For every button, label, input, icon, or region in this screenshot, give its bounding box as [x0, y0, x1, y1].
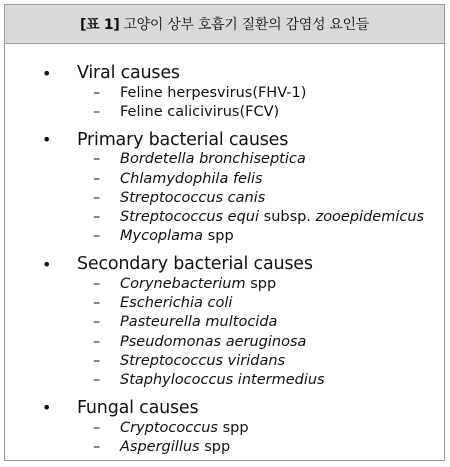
- organism-italic-name: Aspergillus: [120, 438, 200, 455]
- dash-icon: –: [93, 314, 101, 331]
- organism-item: [5, 102, 444, 121]
- organism-name: [120, 353, 285, 369]
- category-item: [5, 63, 444, 83]
- organism-name: [120, 439, 230, 455]
- dash-icon: –: [93, 170, 101, 187]
- organism-italic-name: Escherichia coli: [120, 295, 233, 312]
- bullet-icon: •: [42, 398, 52, 418]
- organism-item: [5, 351, 444, 370]
- organism-italic-name: Pasteurella multocida: [120, 314, 278, 331]
- organism-plain-text: spp: [245, 275, 277, 292]
- bullet-icon: •: [42, 63, 52, 83]
- cause-list: [5, 63, 444, 456]
- organism-item: [5, 207, 444, 226]
- organism-italic-name: Pseudomonas aeruginosa: [120, 333, 307, 350]
- dash-icon: –: [93, 209, 101, 226]
- organism-name: [120, 314, 277, 330]
- bullet-icon: •: [42, 130, 52, 150]
- organism-item: [5, 437, 444, 456]
- organism-italic-name: Streptococcus canis: [120, 189, 266, 206]
- organism-item: [5, 83, 444, 102]
- organism-plain-text: subsp.: [259, 209, 316, 226]
- bullet-icon: •: [42, 254, 52, 274]
- organism-plain-text: spp: [203, 228, 234, 245]
- organism-item: [5, 274, 444, 293]
- organism-name: [120, 171, 263, 187]
- organism-name: [120, 209, 424, 225]
- dash-icon: –: [93, 151, 101, 168]
- category-item: [5, 398, 444, 418]
- organism-name: [120, 228, 234, 244]
- table-caption: [5, 5, 444, 44]
- organism-name: [120, 420, 249, 436]
- organism-item: [5, 313, 444, 332]
- category-label: Primary bacterial causes: [77, 129, 289, 150]
- organism-name: [120, 334, 306, 350]
- category-label: Viral causes: [77, 63, 180, 83]
- organism-italic-name: Chlamydophila felis: [120, 170, 263, 187]
- organism-name: [120, 372, 325, 388]
- dash-icon: –: [93, 295, 101, 312]
- organism-item: [5, 227, 444, 246]
- organism-italic-name: Cryptococcus: [120, 419, 218, 436]
- organism-italic-name: Streptococcus viridans: [120, 352, 286, 369]
- organism-plain-text: Feline calicivirus(FCV): [120, 103, 280, 120]
- organism-italic-name: Streptococcus equi: [120, 209, 260, 226]
- organism-item: [5, 332, 444, 351]
- organism-italic-name: Staphylococcus intermedius: [120, 372, 325, 389]
- table-title: 고양이 상부 호흡기 질환의 감염성 요인들: [123, 17, 369, 33]
- organism-item: [5, 371, 444, 390]
- organism-subspecies-name: zooepidemicus: [315, 209, 425, 226]
- dash-icon: –: [93, 84, 101, 101]
- category-label: Fungal causes: [77, 397, 199, 418]
- organism-italic-name: Corynebacterium: [120, 275, 246, 292]
- category-item: [5, 254, 444, 274]
- dash-icon: –: [93, 438, 101, 455]
- organism-item: [5, 418, 444, 437]
- organism-plain-text: Feline herpesvirus(FHV-1): [120, 84, 307, 101]
- organism-italic-name: Mycoplama: [120, 228, 204, 245]
- category-item: [5, 130, 444, 150]
- table-frame: [4, 4, 445, 461]
- organism-plain-text: spp: [217, 419, 249, 436]
- dash-icon: –: [93, 189, 101, 206]
- organism-name: [120, 151, 306, 167]
- organism-item: [5, 188, 444, 207]
- dash-icon: –: [93, 333, 101, 350]
- organism-item: [5, 169, 444, 188]
- dash-icon: –: [93, 275, 101, 292]
- dash-icon: –: [93, 352, 101, 369]
- dash-icon: –: [93, 228, 101, 245]
- dash-icon: –: [93, 419, 101, 436]
- category-label: Secondary bacterial causes: [77, 254, 313, 275]
- organism-name: [120, 295, 232, 311]
- organism-item: [5, 150, 444, 169]
- organism-name: [120, 190, 265, 206]
- organism-name: [120, 104, 279, 120]
- organism-name: [120, 276, 276, 292]
- organism-italic-name: Bordetella bronchiseptica: [120, 151, 306, 168]
- organism-item: [5, 293, 444, 312]
- table-number: [표 1]: [80, 17, 120, 33]
- dash-icon: –: [93, 372, 101, 389]
- dash-icon: –: [93, 103, 101, 120]
- organism-name: [120, 85, 306, 101]
- organism-plain-text: spp: [199, 438, 231, 455]
